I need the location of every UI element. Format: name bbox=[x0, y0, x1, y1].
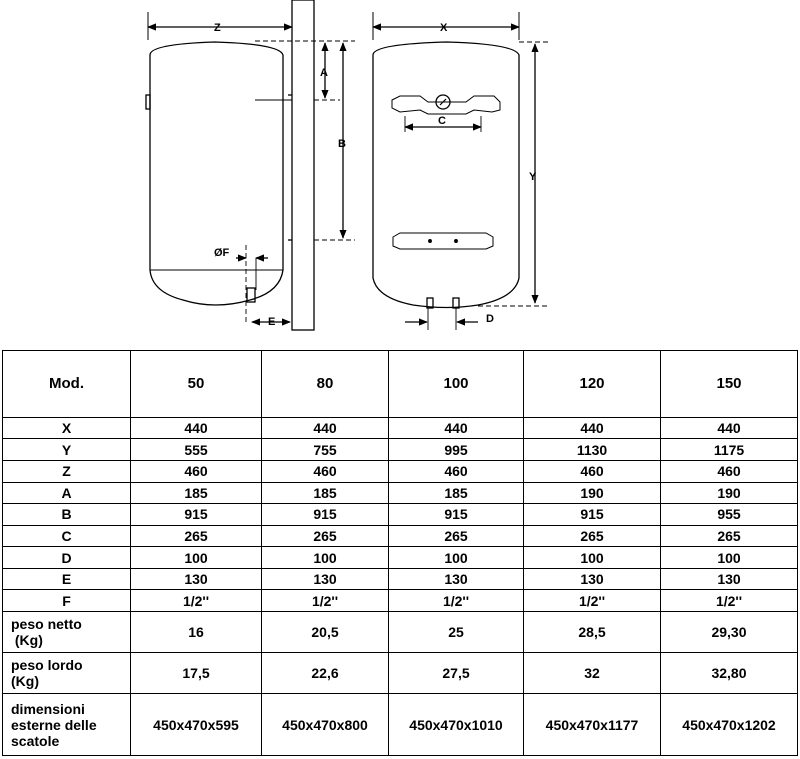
table-row bbox=[3, 417, 798, 439]
table-cell: 1130 bbox=[524, 439, 661, 461]
table-cell: 17,5 bbox=[131, 653, 262, 694]
table-cell: 440 bbox=[131, 417, 262, 439]
row-label-line: esterne delle bbox=[11, 716, 97, 733]
table-cell: 450x470x1202 bbox=[661, 694, 798, 756]
table-cell: 955 bbox=[661, 504, 798, 526]
table-cell: 265 bbox=[661, 525, 798, 547]
table-cell: 27,5 bbox=[389, 653, 524, 694]
label-e: E bbox=[268, 316, 276, 328]
table-cell: 265 bbox=[389, 525, 524, 547]
table-cell: 555 bbox=[131, 439, 262, 461]
table-cell: 32 bbox=[524, 653, 661, 694]
table-row bbox=[3, 439, 798, 461]
row-label-line: scatole bbox=[11, 732, 60, 749]
header-cell: 50 bbox=[131, 351, 262, 418]
table-cell: 1175 bbox=[661, 439, 798, 461]
row-label: C bbox=[3, 525, 131, 547]
table-cell: 100 bbox=[661, 547, 798, 569]
dimensions-table bbox=[2, 350, 798, 756]
table-cell: 130 bbox=[262, 568, 389, 590]
row-label: E bbox=[3, 568, 131, 590]
table-cell: 16 bbox=[131, 612, 262, 653]
table-cell: 100 bbox=[262, 547, 389, 569]
table-cell: 755 bbox=[262, 439, 389, 461]
top-bracket bbox=[392, 96, 500, 114]
table-cell: 450x470x800 bbox=[262, 694, 389, 756]
tank-front-body bbox=[373, 42, 519, 308]
table-cell: 450x470x595 bbox=[131, 694, 262, 756]
table-row bbox=[3, 612, 798, 653]
table-cell: 460 bbox=[389, 460, 524, 482]
table-cell: 1/2'' bbox=[131, 590, 262, 612]
table-cell: 185 bbox=[131, 482, 262, 504]
table-cell: 440 bbox=[389, 417, 524, 439]
table-cell: 185 bbox=[262, 482, 389, 504]
table-cell: 440 bbox=[661, 417, 798, 439]
front-view bbox=[373, 12, 548, 330]
table-cell: 130 bbox=[131, 568, 262, 590]
table-cell: 460 bbox=[131, 460, 262, 482]
tank-side-body bbox=[150, 42, 283, 305]
label-b: B bbox=[338, 138, 346, 150]
table-cell: 130 bbox=[524, 568, 661, 590]
table-row bbox=[3, 504, 798, 526]
table-cell: 28,5 bbox=[524, 612, 661, 653]
header-cell: 100 bbox=[389, 351, 524, 418]
label-z: Z bbox=[214, 22, 221, 34]
table-header-row bbox=[3, 351, 798, 418]
table-cell: 185 bbox=[389, 482, 524, 504]
row-label: Z bbox=[3, 460, 131, 482]
table-cell: 22,6 bbox=[262, 653, 389, 694]
table-cell: 190 bbox=[661, 482, 798, 504]
row-label bbox=[3, 653, 131, 694]
table-cell: 915 bbox=[262, 504, 389, 526]
row-label bbox=[3, 612, 131, 653]
table-cell: 32,80 bbox=[661, 653, 798, 694]
row-label: F bbox=[3, 590, 131, 612]
table-cell: 20,5 bbox=[262, 612, 389, 653]
table-cell: 265 bbox=[131, 525, 262, 547]
wall bbox=[292, 0, 314, 330]
row-label bbox=[3, 694, 131, 756]
table-row bbox=[3, 525, 798, 547]
table-cell: 450x470x1177 bbox=[524, 694, 661, 756]
table-cell: 440 bbox=[262, 417, 389, 439]
row-label-line: (Kg) bbox=[11, 673, 39, 690]
table-row bbox=[3, 694, 798, 756]
table-cell: 265 bbox=[524, 525, 661, 547]
boiler-dimension-diagram bbox=[0, 0, 800, 345]
table-cell: 1/2'' bbox=[262, 590, 389, 612]
table-cell: 450x470x1010 bbox=[389, 694, 524, 756]
label-f: ØF bbox=[214, 247, 230, 259]
table-cell: 130 bbox=[661, 568, 798, 590]
table-cell: 130 bbox=[389, 568, 524, 590]
row-label: X bbox=[3, 417, 131, 439]
header-cell: 120 bbox=[524, 351, 661, 418]
table-cell: 440 bbox=[524, 417, 661, 439]
row-label-line: peso netto bbox=[11, 616, 82, 633]
header-cell: 80 bbox=[262, 351, 389, 418]
table-cell: 1/2'' bbox=[389, 590, 524, 612]
table-cell: 460 bbox=[661, 460, 798, 482]
label-y: Y bbox=[529, 171, 537, 183]
table-cell: 190 bbox=[524, 482, 661, 504]
table-row bbox=[3, 653, 798, 694]
table-row bbox=[3, 547, 798, 569]
table-cell: 29,30 bbox=[661, 612, 798, 653]
row-label-line: peso lordo bbox=[11, 657, 83, 674]
table-cell: 1/2'' bbox=[661, 590, 798, 612]
row-label-line: dimensioni bbox=[11, 700, 85, 717]
table-row bbox=[3, 568, 798, 590]
table-cell: 460 bbox=[262, 460, 389, 482]
table-cell: 915 bbox=[524, 504, 661, 526]
label-d: D bbox=[486, 313, 494, 325]
side-view bbox=[146, 0, 355, 330]
row-label: B bbox=[3, 504, 131, 526]
row-label: Y bbox=[3, 439, 131, 461]
table-cell: 100 bbox=[524, 547, 661, 569]
header-cell: 150 bbox=[661, 351, 798, 418]
row-label-line: (Kg) bbox=[11, 632, 43, 649]
table-row bbox=[3, 460, 798, 482]
table-cell: 25 bbox=[389, 612, 524, 653]
header-cell: Mod. bbox=[3, 351, 131, 418]
table-row bbox=[3, 590, 798, 612]
table-cell: 915 bbox=[131, 504, 262, 526]
table-cell: 265 bbox=[262, 525, 389, 547]
table-cell: 460 bbox=[524, 460, 661, 482]
table-cell: 100 bbox=[131, 547, 262, 569]
table-cell: 995 bbox=[389, 439, 524, 461]
table-cell: 100 bbox=[389, 547, 524, 569]
row-label: D bbox=[3, 547, 131, 569]
bottom-bracket bbox=[393, 233, 493, 249]
label-x: X bbox=[440, 22, 448, 34]
label-a: A bbox=[320, 67, 328, 79]
label-c: C bbox=[438, 115, 446, 127]
table-cell: 915 bbox=[389, 504, 524, 526]
row-label: A bbox=[3, 482, 131, 504]
table-row bbox=[3, 482, 798, 504]
table-cell: 1/2'' bbox=[524, 590, 661, 612]
